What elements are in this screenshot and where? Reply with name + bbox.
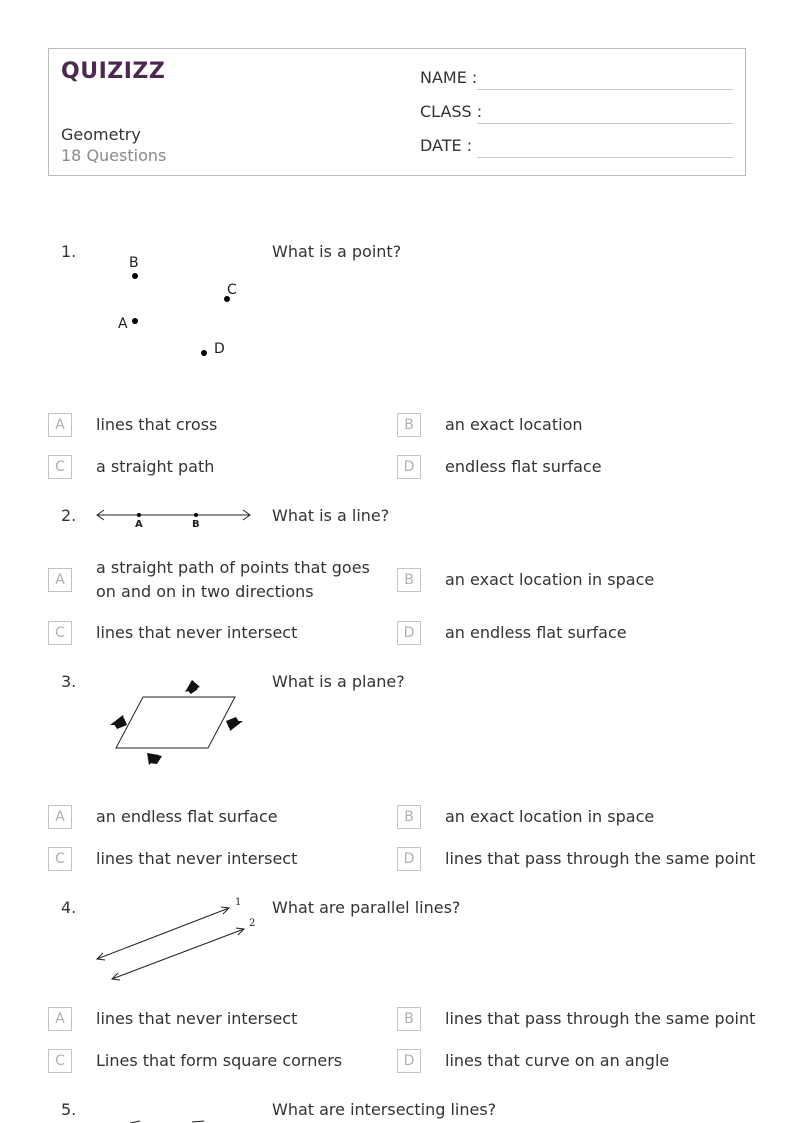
plane-arrow-up xyxy=(185,680,200,694)
point-label-d: D xyxy=(214,341,225,357)
option-letter[interactable]: A xyxy=(48,1007,72,1031)
line-label-2: 2 xyxy=(249,918,256,929)
option-letter[interactable]: A xyxy=(48,805,72,829)
point-b xyxy=(132,273,138,279)
option-letter[interactable]: D xyxy=(397,847,421,871)
option-text[interactable]: lines that pass through the same point xyxy=(445,849,756,868)
question-text: What is a plane? xyxy=(272,672,405,691)
question-number: 3. xyxy=(61,672,77,691)
option-letter[interactable]: C xyxy=(48,455,72,479)
option-letter[interactable]: B xyxy=(397,805,421,829)
point-a xyxy=(132,318,138,324)
option-letter[interactable]: D xyxy=(397,455,421,479)
option-letter[interactable]: D xyxy=(397,621,421,645)
points-figure xyxy=(100,250,250,365)
class-field[interactable] xyxy=(477,123,733,124)
option-letter[interactable]: B xyxy=(397,568,421,592)
line-figure xyxy=(95,505,255,530)
option-text[interactable]: an exact location xyxy=(445,415,583,434)
name-label: NAME : xyxy=(420,68,478,87)
intersecting-lines-figure xyxy=(100,1116,220,1123)
plane-arrow-left xyxy=(110,715,127,729)
option-text[interactable]: an exact location in space xyxy=(445,807,655,826)
option-letter[interactable]: B xyxy=(397,413,421,437)
option-text[interactable]: lines that cross xyxy=(96,415,218,434)
option-text[interactable]: an endless flat surface xyxy=(96,807,278,826)
plane-figure xyxy=(105,675,250,770)
option-text[interactable]: an endless flat surface xyxy=(445,623,627,642)
option-text[interactable]: lines that never intersect xyxy=(96,849,298,868)
option-text[interactable]: a straight path of points that goes on and on in two directions xyxy=(96,558,370,601)
option-letter[interactable]: D xyxy=(397,1049,421,1073)
line-label-1: 1 xyxy=(235,897,242,908)
question-text: What are intersecting lines? xyxy=(272,1100,497,1119)
question-text: What is a line? xyxy=(272,506,390,525)
option-text[interactable]: lines that curve on an angle xyxy=(445,1051,670,1070)
option-text[interactable]: endless flat surface xyxy=(445,457,602,476)
question-number: 1. xyxy=(61,242,77,261)
option-letter[interactable]: B xyxy=(397,1007,421,1031)
line-point-a xyxy=(137,513,141,517)
line-label-a: A xyxy=(135,519,143,530)
quizizz-logo: QUIZIZZ xyxy=(61,59,166,84)
option-letter[interactable]: C xyxy=(48,847,72,871)
class-label: CLASS : xyxy=(420,102,483,121)
question-count: 18 Questions xyxy=(61,146,167,165)
option-text[interactable]: lines that never intersect xyxy=(96,623,298,642)
worksheet-header xyxy=(48,48,746,176)
option-letter[interactable]: C xyxy=(48,1049,72,1073)
point-label-a: A xyxy=(118,316,128,332)
plane-arrow-down xyxy=(147,753,162,765)
question-number: 4. xyxy=(61,898,77,917)
question-text: What are parallel lines? xyxy=(272,898,461,917)
option-text[interactable]: a straight path xyxy=(96,457,215,476)
point-d xyxy=(201,350,207,356)
question-text: What is a point? xyxy=(272,242,402,261)
question-number: 5. xyxy=(61,1100,77,1119)
option-text[interactable]: Lines that form square corners xyxy=(96,1051,343,1070)
option-letter[interactable]: A xyxy=(48,413,72,437)
quiz-title: Geometry xyxy=(61,125,141,144)
point-label-c: C xyxy=(227,282,237,298)
date-field[interactable] xyxy=(477,157,733,158)
parallel-lines-figure xyxy=(93,893,263,988)
option-text[interactable]: an exact location in space xyxy=(445,570,655,589)
line-label-b: B xyxy=(192,519,200,530)
point-label-b: B xyxy=(129,255,139,271)
option-letter[interactable]: A xyxy=(48,568,72,592)
date-label: DATE : xyxy=(420,136,473,155)
option-letter[interactable]: C xyxy=(48,621,72,645)
option-text[interactable]: lines that never intersect xyxy=(96,1009,298,1028)
plane-arrow-right xyxy=(226,717,243,731)
line-point-b xyxy=(194,513,198,517)
option-text[interactable]: lines that pass through the same point xyxy=(445,1009,756,1028)
question-number: 2. xyxy=(61,506,77,525)
name-field[interactable] xyxy=(477,89,733,90)
